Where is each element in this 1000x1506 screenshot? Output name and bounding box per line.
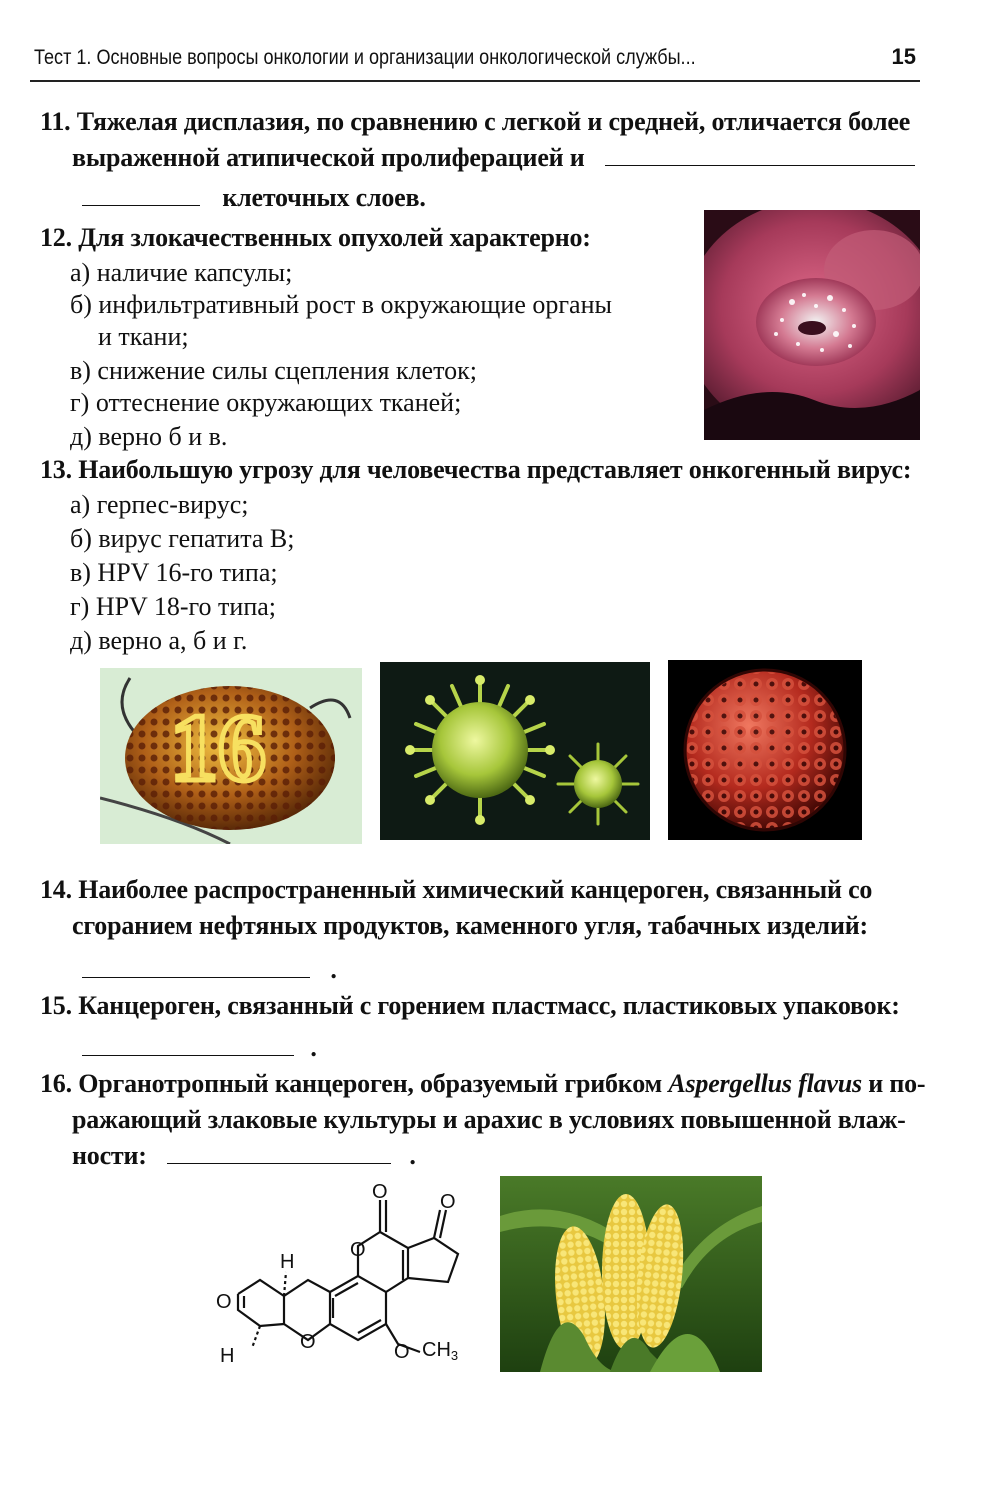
q11-line1: 11. Тяжелая дисплазия, по сравнению с легкой и средней, отличается более bbox=[40, 107, 911, 136]
q13-option-c: в) HPV 16-го типа; bbox=[70, 558, 278, 587]
q16-line3 bbox=[72, 1138, 416, 1174]
q12-option-b: б) инфильтративный рост в окружающие органы bbox=[70, 290, 612, 319]
q13-title: 13. Наибольшую угрозу для человечества представляет онкогенный вирус: bbox=[40, 455, 912, 484]
methyl-ch: CH bbox=[422, 1339, 451, 1361]
q14-line2: сгоранием нефтяных продуктов, каменного угля, табачных изделий: bbox=[72, 911, 868, 940]
red-capsid-image bbox=[668, 660, 862, 840]
q16-line2: ражающий злаковые культуры и арахис в условиях повышенной влаж- bbox=[72, 1105, 906, 1134]
header-title: Тест 1. Основные вопросы онкологии и организации онкологической службы... bbox=[34, 46, 696, 69]
q12-option-b-cont: и ткани; bbox=[98, 322, 189, 351]
atom-o-methoxy: O bbox=[394, 1341, 410, 1363]
methyl-subscript: 3 bbox=[450, 1348, 459, 1363]
q16-line1-b: и по- bbox=[861, 1069, 926, 1098]
q14-dot: . bbox=[330, 955, 337, 984]
hpv16-label: 16 bbox=[170, 694, 266, 801]
q16-species: Aspergellus flavus bbox=[668, 1069, 862, 1098]
q16-answer-blank[interactable] bbox=[167, 1143, 391, 1164]
methyl-group bbox=[422, 1339, 458, 1363]
atom-o-ring: O bbox=[350, 1239, 366, 1261]
cervix-photo bbox=[704, 210, 920, 440]
running-header bbox=[30, 40, 920, 82]
green-virus-image bbox=[380, 662, 650, 840]
atom-o-furan: O bbox=[300, 1331, 316, 1353]
q13-option-d: г) HPV 18-го типа; bbox=[70, 592, 276, 621]
aflatoxin-structure bbox=[190, 1176, 500, 1386]
atom-o-furan2: O bbox=[216, 1291, 232, 1313]
q16-line1-a: 16. Органотропный канцероген, образуемый грибком bbox=[40, 1069, 669, 1098]
q12-option-a: а) наличие капсулы; bbox=[70, 258, 293, 287]
q12-option-c: в) снижение силы сцепления клеток; bbox=[70, 356, 477, 385]
q13-option-a: а) герпес-вирус; bbox=[70, 490, 249, 519]
atom-o-ketone: O bbox=[440, 1191, 456, 1213]
hpv16-image bbox=[100, 668, 362, 844]
q15-line1: 15. Канцероген, связанный с горением пластмасс, пластиковых упаковок: bbox=[40, 991, 900, 1020]
q11-line3 bbox=[82, 180, 426, 216]
q15-dot: . bbox=[310, 1033, 317, 1062]
atom-h-top: H bbox=[280, 1251, 295, 1273]
q12-option-d: г) оттеснение окружающих тканей; bbox=[70, 388, 462, 417]
q16-line3-text: ности: bbox=[72, 1141, 147, 1170]
q15-answer-blank[interactable] bbox=[82, 1035, 294, 1056]
q14-line1: 14. Наиболее распространенный химический канцероген, связанный со bbox=[40, 875, 873, 904]
atom-o-top: O bbox=[372, 1181, 388, 1203]
page-number: 15 bbox=[891, 44, 916, 69]
q13-option-e: д) верно а, б и г. bbox=[70, 626, 248, 655]
corn-photo bbox=[500, 1176, 762, 1372]
q12-title: 12. Для злокачественных опухолей характерно: bbox=[40, 223, 591, 252]
q11-answer-blank-1[interactable] bbox=[605, 145, 915, 166]
q14-answer-blank[interactable] bbox=[82, 957, 310, 978]
q16-dot: . bbox=[409, 1141, 416, 1170]
q11-answer-blank-2[interactable] bbox=[82, 185, 200, 206]
q13-option-b: б) вирус гепатита В; bbox=[70, 524, 295, 553]
q11-line3-text: клеточных слоев. bbox=[222, 183, 426, 212]
q11-line2-text: выраженной атипической пролиферацией и bbox=[72, 143, 585, 172]
q15-answer-line bbox=[82, 1030, 317, 1066]
q12-option-e: д) верно б и в. bbox=[70, 422, 228, 451]
q14-answer-line bbox=[82, 952, 337, 988]
q11-line2 bbox=[72, 140, 915, 176]
q16-line1 bbox=[40, 1066, 925, 1102]
atom-h-bottom: H bbox=[220, 1345, 235, 1367]
